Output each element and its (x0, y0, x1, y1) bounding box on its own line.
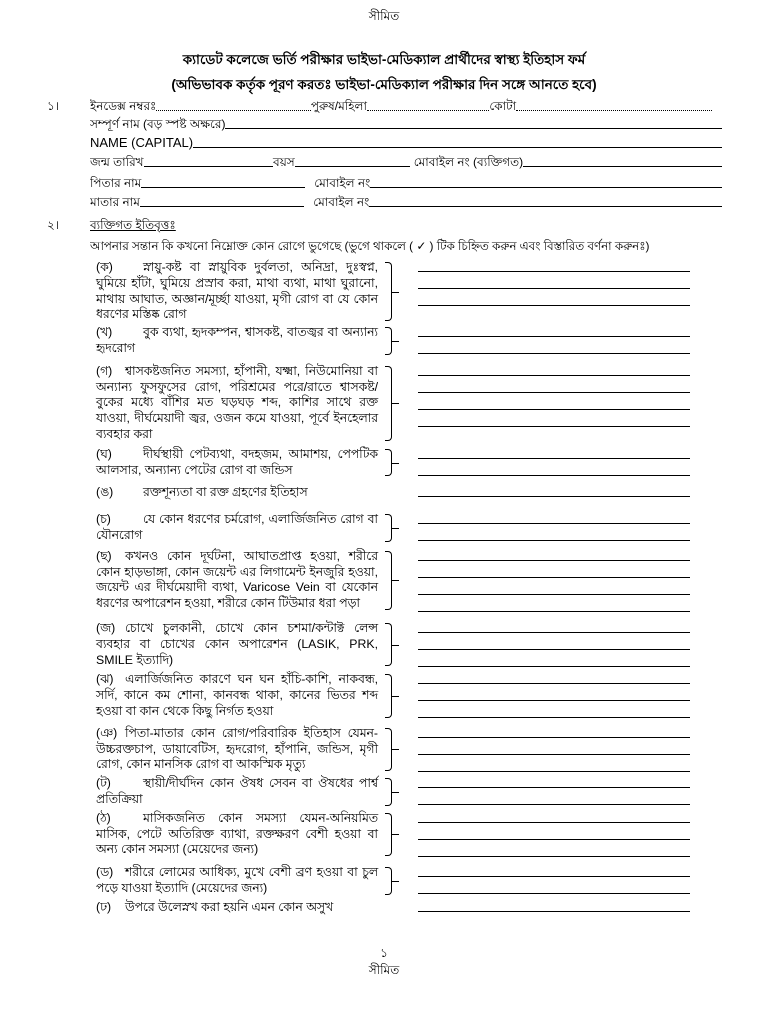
history-item (96, 776, 690, 808)
item-label: (জ) (96, 620, 116, 635)
item-text: উপরে উলেস্নখ করা হয়নি এমন কোন অসুখ (125, 899, 334, 914)
answer-line[interactable] (418, 364, 690, 376)
gender-label: পুরুষ/মহিলা (310, 99, 367, 113)
item-label: (ছ) (96, 548, 112, 563)
father-name-label: পিতার নাম (90, 176, 142, 190)
answer-line[interactable] (418, 621, 690, 633)
answer-line[interactable] (418, 726, 690, 738)
answer-line[interactable] (418, 823, 690, 840)
history-item (96, 325, 690, 357)
history-item (96, 260, 690, 323)
history-item (96, 485, 690, 501)
page-number: ১ (380, 946, 388, 960)
item-description (96, 900, 378, 916)
form-subtitle: (অভিভাবক কর্তৃক পূরণ করতঃ ভাইভা-মেডিক্যাল পরীক্ষার দিন সঙ্গে আনতে হবে) (171, 77, 597, 92)
item-description (96, 485, 378, 501)
full-name-field[interactable] (225, 117, 722, 129)
answer-line[interactable] (418, 738, 690, 755)
item-text: বুক ব্যথা, হৃদকম্পন, শ্বাসকষ্ট, বাতজ্বর বা অন্যান্য হৃদরোগ (96, 325, 378, 355)
answer-line[interactable] (418, 650, 690, 667)
answer-line[interactable] (418, 376, 690, 393)
history-item (96, 621, 690, 668)
history-items-list (96, 260, 690, 915)
answer-line[interactable] (418, 561, 690, 578)
answer-line[interactable] (418, 459, 690, 476)
section-1-number: ১। (47, 99, 60, 113)
name-capital-row (90, 134, 722, 150)
answer-line[interactable] (418, 524, 690, 541)
item-text: যে কোন ধরণের চর্মরোগ, এলার্জিজনিত রোগ বা যৌনরোগ (96, 512, 378, 542)
answer-line[interactable] (418, 684, 690, 701)
answer-line[interactable] (418, 393, 690, 410)
history-item (96, 726, 690, 773)
brace-spacer (385, 485, 399, 501)
mother-mobile-field[interactable] (369, 195, 722, 207)
answer-lines (418, 776, 690, 808)
mobile-personal-label: মোবাইল নং (ব্যক্তিগত) (413, 155, 524, 169)
answer-line[interactable] (418, 549, 690, 561)
item-text: শ্বাসকষ্টজনিত সমস্যা, হাঁপানী, যক্ষ্মা, নিউমোনিয়া বা অন্যান্য ফুসফুসের রোগ, পরিশ্রমের পরে/রাতে শ্বাসকষ্ট/বুকের মধ্যে বাঁশির মত ঘড়ঘড় শব্দ, কাশির সাথে রক্ত যাওয়া, দীর্ঘমেয়াদী জ্বর, ওজন কমে যাওয়া, পূর্বে ইনহেলার ব্যবহার করা (96, 363, 378, 441)
item-description (96, 364, 378, 443)
item-description (96, 865, 378, 897)
answer-line[interactable] (418, 877, 690, 894)
item-label: (ঠ) (96, 810, 111, 825)
item-text: স্নায়ু-কষ্ট বা স্নায়ুবিক দুর্বলতা, অনিদ্রা, দুঃস্বপ্ন, ঘুমিয়ে হাঁটা, ঘুমিয়ে প্রস্রাব করা, মাথা ব্যথা, মাথা ঘুরানো, মাথায় আঘাত, অজ্ঞান/মূর্চ্ছা যাওয়া, মৃগী রোগ বা যে কোন ধরণের মস্তিষ্ক রোগ (96, 260, 378, 322)
item-text: পিতা-মাতার কোন রোগ/পরিবারিক ইতিহাস যেমন-উচ্চরক্তচাপ, ডায়াবেটিস, হৃদরোগ, হাঁপানি, জন্ডিস, মৃগী রোগ, কোন মানসিক রোগ বা আকস্মিক মৃত্যু (96, 725, 378, 772)
item-label: (ঘ) (96, 446, 112, 461)
history-item (96, 811, 690, 858)
answer-line[interactable] (418, 900, 690, 912)
name-capital-field[interactable] (193, 136, 722, 148)
curly-brace-icon (385, 726, 399, 773)
index-number-field[interactable] (156, 99, 310, 111)
item-text: শরীরে লোমের আধিক্য, মুখে বেশী ব্রণ হওয়া বা চুল পড়ে যাওয়া ইত্যাদি (মেয়েদের জন্য) (96, 865, 378, 895)
answer-line[interactable] (418, 840, 690, 857)
item-text: কখনও কোন দূর্ঘটনা, আঘাতপ্রাপ্ত হওয়া, শরীরে কোন হাড়ভাঙ্গা, কোন জয়েন্ট এর লিগামেন্ট ইনজুরি হওয়া, জয়েন্ট এর দীর্ঘমেয়াদী ব্যথা, Varicose Vein বা যেকোন ধরণের অপারেশন হওয়া, শরীরে কোন টিউমার ধরা পড়া (96, 548, 378, 611)
item-label: (ট) (96, 776, 111, 791)
answer-line[interactable] (418, 485, 690, 497)
item-description (96, 776, 378, 808)
item-description (96, 260, 378, 323)
quota-label: কোটা (489, 99, 517, 113)
answer-line[interactable] (418, 260, 690, 272)
answer-line[interactable] (418, 595, 690, 612)
item-text: দীর্ঘস্থায়ী পেটব্যথা, বদহজম, আমাশয়, পেপটিক আলসার, অন্যান্য পেটের রোগ বা জন্ডিস (96, 446, 378, 477)
item-description (96, 447, 378, 479)
answer-lines (418, 726, 690, 773)
history-item (96, 512, 690, 544)
answer-line[interactable] (418, 272, 690, 289)
item-label: (ঝ) (96, 672, 114, 687)
item-label: (ঢ) (96, 899, 112, 914)
index-gender-quota-row (90, 97, 712, 113)
answer-lines (418, 485, 690, 501)
curly-brace-icon (385, 549, 399, 612)
item-description (96, 549, 378, 612)
history-instruction: আপনার সন্তান কি কখনো নিম্নোক্ত কোন রোগে ভুগেছে (ভুগে থাকলে ( ✓ ) টিক চিহ্নিত করুন এবং বিস্তারিত বর্ণনা করুনঃ) (90, 239, 650, 253)
item-description (96, 811, 378, 858)
answer-lines (418, 447, 690, 479)
history-item (96, 364, 690, 443)
curly-brace-icon (385, 325, 399, 357)
answer-line[interactable] (418, 755, 690, 772)
curly-brace-icon (385, 621, 399, 668)
father-row (90, 174, 722, 190)
age-field[interactable] (295, 155, 410, 167)
item-description (96, 325, 378, 357)
history-item (96, 900, 690, 916)
item-description (96, 726, 378, 773)
item-text: স্থায়ী/দীর্ঘদিন কোন ঔষধ সেবন বা ঔষধের পার্শ্ব প্রতিক্রিয়া (96, 776, 378, 806)
name-capital-label: NAME (CAPITAL) (90, 135, 194, 150)
quota-field[interactable] (516, 99, 712, 111)
mother-name-field[interactable] (140, 195, 304, 207)
answer-lines (418, 900, 690, 916)
brace-spacer (385, 900, 399, 916)
item-text: মাসিকজনিত কোন সমস্যা যেমন-অনিয়মিত মাসিক, পেটে অতিরিক্ত ব্যাথা, রক্তক্ষরণ বেশী হওয়া বা অন্য কোন সমস্যা (মেয়েদের জন্য) (96, 810, 378, 857)
form-title: ক্যাডেট কলেজে ভর্তি পরীক্ষার ভাইভা-মেডিক্যাল প্রার্থীদের স্বাস্থ্য ইতিহাস ফর্ম (182, 52, 586, 67)
curly-brace-icon (385, 865, 399, 897)
item-label: (খ) (96, 325, 113, 340)
personal-history-heading: ব্যক্তিগত ইতিবৃত্তঃ (90, 218, 176, 232)
curly-brace-icon (385, 260, 399, 323)
classification-top: সীমিত (368, 9, 400, 23)
dob-age-mobile-row (90, 153, 722, 169)
answer-line[interactable] (418, 788, 690, 805)
answer-lines (418, 811, 690, 858)
item-text: এলার্জিজনিত কারণে ঘন ঘন হাঁচি-কাশি, নাকবন্ধ, সর্দি, কানে কম শোনা, কানবন্ধ থাকা, কানের ভিতর শব্দ হওয়া বা কান থেকে কিছু নির্গত হওয়া (96, 672, 378, 718)
mother-name-label: মাতার নাম (90, 195, 140, 209)
classification-bottom: সীমিত (368, 963, 400, 977)
mother-row (90, 193, 722, 209)
item-text: চোখে চুলকানী, চোখে কোন চশমা/কন্টাক্ট লেন্স ব্যবহার বা চোখের কোন অপারেশন (LASIK, PRK, SMILE ইত্যাদি) (96, 620, 378, 667)
item-text: রক্তশূন্যতা বা রক্ত গ্রহণের ইতিহাস (143, 485, 308, 500)
item-label: (ঞ) (96, 725, 118, 740)
answer-line[interactable] (418, 811, 690, 823)
answer-line[interactable] (418, 512, 690, 524)
curly-brace-icon (385, 512, 399, 544)
curly-brace-icon (385, 776, 399, 808)
answer-line[interactable] (418, 701, 690, 718)
curly-brace-icon (385, 447, 399, 479)
answer-line[interactable] (418, 289, 690, 306)
index-number-label: ইনডেক্স নম্বরঃ (90, 99, 157, 113)
answer-line[interactable] (418, 578, 690, 595)
father-name-field[interactable] (141, 176, 305, 188)
item-label: (গ) (96, 363, 113, 378)
answer-line[interactable] (418, 672, 690, 684)
item-label: (ক) (96, 260, 113, 274)
answer-lines (418, 672, 690, 719)
gender-field[interactable] (367, 99, 489, 111)
item-description (96, 621, 378, 668)
history-item (96, 447, 690, 479)
mobile-personal-field[interactable] (523, 155, 722, 167)
item-description (96, 672, 378, 719)
item-label: (চ) (96, 512, 111, 527)
answer-lines (418, 260, 690, 323)
section-2-number: ২। (47, 218, 60, 232)
full-name-row (90, 115, 722, 131)
history-item (96, 672, 690, 719)
history-item (96, 549, 690, 612)
answer-line[interactable] (418, 447, 690, 459)
curly-brace-icon (385, 811, 399, 858)
answer-lines (418, 512, 690, 544)
age-label: বয়স (273, 155, 295, 169)
answer-lines (418, 325, 690, 357)
answer-line[interactable] (418, 776, 690, 788)
father-mobile-label: মোবাইল নং (314, 176, 371, 190)
item-description (96, 512, 378, 544)
answer-lines (418, 549, 690, 612)
answer-line[interactable] (418, 410, 690, 427)
curly-brace-icon (385, 672, 399, 719)
full-name-label: সম্পূর্ণ নাম (বড় স্পষ্ট অক্ষরে) (90, 117, 226, 131)
answer-lines (418, 865, 690, 897)
history-item (96, 865, 690, 897)
item-label: (ড) (96, 865, 114, 880)
answer-line[interactable] (418, 325, 690, 337)
answer-lines (418, 621, 690, 668)
curly-brace-icon (385, 364, 399, 443)
dob-label: জন্ম তারিখ (90, 155, 144, 169)
father-mobile-field[interactable] (370, 176, 722, 188)
dob-field[interactable] (144, 155, 273, 167)
answer-lines (418, 364, 690, 443)
answer-line[interactable] (418, 337, 690, 354)
answer-line[interactable] (418, 865, 690, 877)
mother-mobile-label: মোবাইল নং (313, 195, 370, 209)
answer-line[interactable] (418, 633, 690, 650)
item-label: (ঙ) (96, 485, 114, 500)
